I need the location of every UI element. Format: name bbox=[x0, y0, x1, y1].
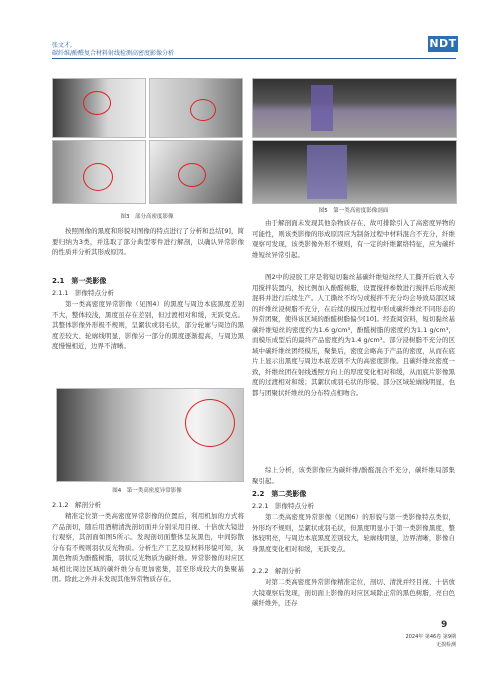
section-2-2-1-heading: 2.2.1 影像特点分析 bbox=[252, 502, 315, 510]
section-2-1-2-heading: 2.1.2 解剖分析 bbox=[52, 501, 102, 509]
right-paragraph-2: 图2中的浸胶工序是将短切黏丝基碳纤维短丝经人工撕开后放入专用搅拌装置内，按比例加入酚醛树脂，设置搅拌参数进行搅拌后形成预混料并进行后续生产。人工撕丝不均匀或搅拌不充分均会导致局部区域的纤维丝浸树脂不充分，在后续的模压过程中形成碳纤维丝不同形态的异常团聚，使得该区域的酚醛树脂偏少[10]。经查阅资料，短切黏丝基碳纤维短丝的密度约为1.6 g/cm³，酚醛树脂的密度约为1.1 g/cm³，而模压成型后的最终产品密度约为1.4 g/cm³。部分浸树脂不充分的区域中碳纤维丝团经模压，聚集后，密度会略高于产品的密度，从而在底片上显示出黑度与周边本底差别不大的高密度影像。且碳纤维丝密度一致，纤维丝团在射线透照方向上的厚度变化相对和缓，从而底片影像黑度的过渡相对和缓；其絮状或羽毛状的形貌、部分区域轮廓线明显，也都与团聚状纤维丝的分布特点相吻合。 bbox=[252, 273, 455, 397]
figure-3-image-c bbox=[52, 140, 146, 204]
figure-4-image bbox=[56, 388, 244, 482]
journal-logo: NDT bbox=[429, 37, 457, 50]
running-title: 碳纤维/酚醛复合材料射线检测高密度影像分析 bbox=[52, 50, 175, 57]
right-paragraph-1: 由于解剖面未发现其他杂物质存在，故可排除引入了高密度异物的可能性，则该类影像的形成原因应为制备过程中材料混合不充分，纤维观察可发现，该类影像外形不规则，有一定的纤维絮络特征，应为碳纤维短丝异常引起。 bbox=[252, 219, 455, 259]
right-paragraph-3: 综上分析，该类影像应为碳纤维/酚醛混合不充分，碳纤维局部集聚引起。 bbox=[252, 466, 455, 485]
header-divider bbox=[52, 58, 456, 59]
section-2-2-heading: 2.2 第二类影像 bbox=[252, 490, 307, 498]
section-2-1-1-paragraph: 第一类高密度异常影像（见图4）的黑度与周边本底黑度差别不大，整体较浅，黑度虽存在差别，但过渡相对和缓，无跃变点。其整体影像外形极不规则，呈絮状或羽毛状，部分轮廓与周边的黑度差较大、轮廓线明显，影像另一部分的黑度逐渐提高，与周边黑度慢慢相近，边界不清晰。 bbox=[52, 300, 244, 350]
figure-3-image-d bbox=[149, 140, 243, 204]
figure-3 bbox=[52, 78, 242, 206]
author-line: 张文才, bbox=[52, 42, 72, 49]
section-2-2-1-paragraph: 第二类高密度异常影像（见图6）的形貌与第一类影像特点类似，外形均不规则，呈絮状或羽毛状，但黑度明显小于第一类影像黑度，整体较明亮，与周边本底黑度差别较大，轮廓线明显，边界清晰，影像自身黑度变化相对和缓，无跃变点。 bbox=[252, 513, 455, 553]
intro-paragraph: 按照图像的黑度和形貌对图像的特点进行了分析和总结[9]，简要归纳为3类，并选取了部分典型零件进行解剖，以确认异常影像的性质并分析其形成原因。 bbox=[52, 227, 244, 256]
figure-4-caption: 图4 第一类高密度异常影像 bbox=[112, 488, 182, 494]
figure-5-image-bottom bbox=[252, 140, 457, 204]
section-2-2-2-paragraph: 对第二类高密度异常影像精准定位，剖切、清洗并经目视、十倍放大镜观察后发现，剖切面上影像的对应区域除正常的黑色树脂，亮白色碳纤维外，还存 bbox=[252, 578, 455, 607]
figure-5-image-top bbox=[252, 78, 457, 138]
figure-3-image-b bbox=[149, 78, 243, 138]
figure-3-caption: 图3 部分高密度影像 bbox=[120, 214, 174, 220]
journal-name: 无损检测 bbox=[435, 642, 456, 648]
section-2-1-heading: 2.1 第一类影像 bbox=[52, 277, 107, 285]
section-2-2-2-heading: 2.2.2 解剖分析 bbox=[252, 567, 302, 575]
section-2-1-1-heading: 2.1.1 影像特点分析 bbox=[52, 289, 115, 297]
section-2-1-2-paragraph: 精准定位第一类高密度异常影像的位置后，利用机加的方式将产品剖切，随后用酒精清洗剖切面并分别采用目视、十倍放大镜进行观察，其剖面如图5所示。发现剖切面整体呈灰黑色，中间弥散分布有不规则羽状反光物质。分析生产工艺及原材料形貌可知，灰黑色物质为酚醛树脂，羽状反光物质为碳纤维。异常影像的对应区域相比周边区域的碳纤维分布更加密集，甚至形成较大的集聚基团。除此之外并未发现其他异常物质存在。 bbox=[52, 512, 244, 583]
page-number: 9 bbox=[441, 620, 448, 630]
figure-3-image-a bbox=[52, 78, 146, 138]
figure-5-caption: 图5 第一类高密度影像剖面 bbox=[318, 208, 389, 214]
journal-issue: 2024年 第46卷 第9期 bbox=[405, 634, 456, 640]
